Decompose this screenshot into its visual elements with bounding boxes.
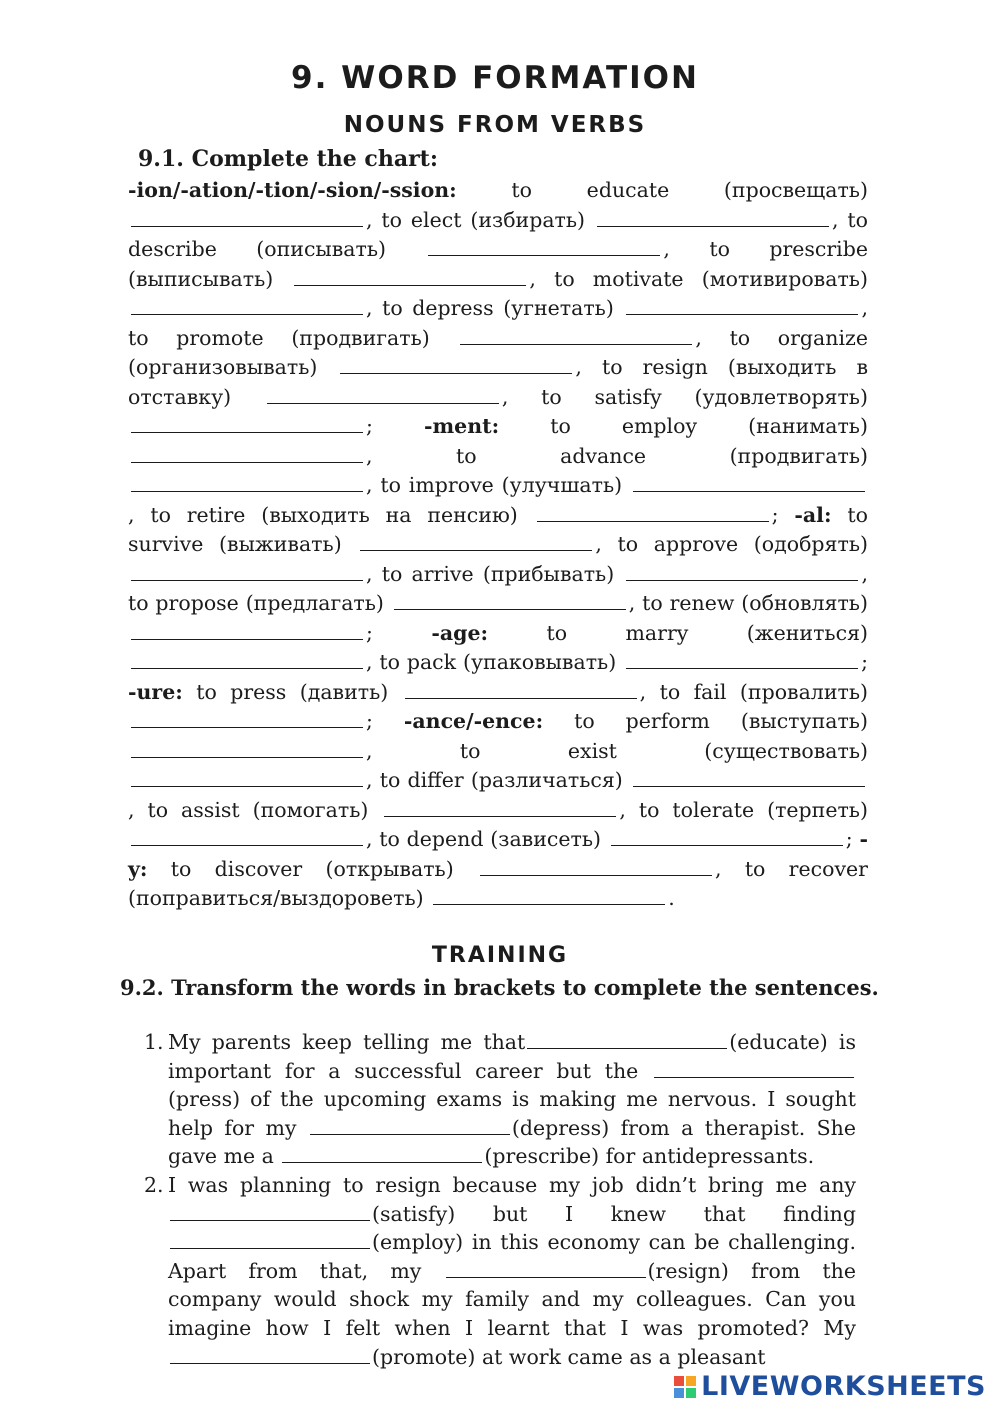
verb: to prescribe	[709, 237, 868, 261]
worksheet-page	[112, 46, 878, 926]
verb-translation: (одобрять)	[753, 532, 868, 556]
suffix-label: -ion/-ation/-tion/-sion/-ssion:	[128, 178, 457, 202]
verb-translation: (выписывать)	[128, 266, 274, 291]
exercise-2-title: 9.2. Transform the words in brackets to complete the sentences.	[120, 975, 879, 1000]
verb: to fail	[659, 679, 727, 704]
verb-translation: (упаковывать)	[462, 650, 617, 674]
verb-translation: (открывать)	[325, 856, 454, 881]
watermark-text: LIVEWORKSHEETS	[701, 1371, 986, 1402]
sentence-text	[168, 1171, 856, 1371]
verb-translation: (описывать)	[256, 237, 387, 261]
verb-translation: (угнетать)	[503, 296, 614, 320]
sentence-fragment: from a therapist. She gave me a	[168, 1115, 856, 1169]
verb: to educate	[511, 178, 670, 202]
verb-translation: (различаться)	[470, 768, 623, 792]
answer-blank[interactable]	[131, 650, 363, 669]
verb: to renew	[642, 591, 735, 615]
answer-blank[interactable]	[131, 768, 363, 787]
verb-translation: (поправиться/выздороветь)	[128, 886, 424, 910]
bracket-hint: (employ)	[372, 1230, 464, 1255]
answer-blank[interactable]	[626, 296, 858, 315]
verb-translation: (выходить на пенсию)	[261, 502, 518, 527]
verb: to describe	[128, 207, 868, 261]
bracket-hint: (press)	[168, 1087, 241, 1112]
answer-blank[interactable]	[170, 1202, 370, 1221]
sentence-fragment: is important for a successful career but the	[168, 1030, 856, 1083]
answer-blank[interactable]	[340, 355, 572, 374]
answer-blank[interactable]	[131, 621, 363, 640]
suffix-label: -ance/-ence:	[403, 709, 544, 733]
answer-blank[interactable]	[537, 503, 769, 522]
verb: to resign	[601, 355, 708, 379]
suffix-label: -ure:	[128, 679, 183, 704]
verb: to elect	[381, 207, 462, 232]
answer-blank[interactable]	[360, 532, 592, 551]
verb: to discover	[170, 856, 303, 881]
verb-translation: (избирать)	[470, 207, 586, 232]
liveworksheets-watermark	[674, 1371, 986, 1402]
answer-blank[interactable]	[405, 680, 637, 699]
verb: to advance	[456, 443, 647, 468]
verb-translation: (зависеть)	[490, 827, 601, 851]
sentence-fragment: My parents keep telling me that	[168, 1030, 526, 1054]
verb-translation: (просвещать)	[723, 178, 868, 202]
answer-blank[interactable]	[131, 296, 363, 315]
verb: to perform	[574, 709, 710, 733]
verb-translation: (существовать)	[704, 738, 868, 763]
answer-blank[interactable]	[294, 267, 526, 286]
verb-translation: (удовлетворять)	[694, 384, 868, 409]
suffix-label: -al:	[794, 502, 832, 527]
verb: to propose	[128, 591, 239, 615]
verb-translation: (мотивировать)	[701, 266, 868, 291]
verb: to assist	[147, 797, 240, 822]
answer-blank[interactable]	[633, 768, 865, 787]
logo-square	[686, 1376, 696, 1386]
verb-translation: (продвигать)	[291, 325, 430, 350]
verb: to improve	[380, 473, 494, 497]
verb: to pack	[379, 650, 457, 674]
answer-blank[interactable]	[428, 237, 660, 256]
verb: to organize	[729, 325, 868, 350]
verb: to recover	[744, 856, 868, 881]
sentence-fragment: of the upcoming exams is making me nervous. I sought help for my	[168, 1087, 856, 1140]
answer-blank[interactable]	[131, 739, 363, 758]
page-subtitle: NOUNS FROM VERBS	[343, 112, 647, 138]
bracket-hint: (educate)	[729, 1030, 828, 1054]
answer-blank[interactable]	[282, 1144, 482, 1163]
logo-square	[674, 1388, 684, 1398]
logo-square	[686, 1388, 696, 1398]
answer-blank[interactable]	[131, 208, 363, 227]
verb-translation: (улучшать)	[501, 473, 623, 497]
verb-translation: (продвигать)	[729, 443, 868, 468]
verb-translation: (прибывать)	[482, 561, 615, 586]
answer-blank[interactable]	[633, 473, 865, 492]
bracket-hint: (promote)	[372, 1344, 476, 1369]
answer-blank[interactable]	[626, 562, 858, 581]
bracket-hint: (resign)	[647, 1258, 729, 1283]
verb-translation: (выходить в отставку)	[128, 355, 868, 409]
verb: to press	[196, 679, 287, 704]
sentence-fragment: I was planning to resign because my job didn’t bring me any	[168, 1172, 856, 1197]
sentence-fragment: in this economy can be challenging. Apart from that, my	[168, 1230, 856, 1283]
verb: to employ	[550, 414, 698, 438]
exercise-1-title: 9.1. Complete the chart:	[138, 146, 438, 172]
answer-blank[interactable]	[480, 857, 712, 876]
verb: to differ	[379, 768, 464, 792]
answer-blank[interactable]	[131, 444, 363, 463]
logo-square	[674, 1376, 684, 1386]
verb: to exist	[459, 738, 617, 763]
answer-blank[interactable]	[310, 1116, 510, 1135]
suffix-label: -ment:	[423, 414, 500, 438]
sentence-number: 1.	[144, 1030, 164, 1054]
training-heading: TRAINING	[431, 943, 569, 968]
answer-blank[interactable]	[131, 414, 363, 433]
answer-blank[interactable]	[131, 709, 363, 728]
verb-translation: (терпеть)	[767, 797, 868, 822]
sentence-fragment: for antidepressants.	[599, 1144, 815, 1169]
sentence-number: 2.	[144, 1172, 164, 1197]
verb: to promote	[128, 325, 264, 350]
verb-translation: (нанимать)	[748, 414, 868, 438]
verb-translation: (помогать)	[252, 797, 369, 822]
verb-translation: (выступать)	[740, 709, 868, 733]
word-formation-chart: -ion/-ation/-tion/-sion/-ssion: to educate (просвещать) , to elect (избирать) , to describe (описывать) , to prescribe (выписывать) , to motivate (мотивировать) , to depress (угнетать) , to promote (продвигать) , to organize (организовывать) , to resign (выходить в отставку) , to satisfy (удовлетворять) ; -ment: to employ (нанимать) , to advance (продвигать) , to improve (улучшать) , to retire (выходить на пенсию) ; -al: to survive (выживать) , to approve (одобрять) , to arrive (прибывать) , to propose (предлагать) , to renew (обновлять) ; -age: to marry (жениться) , to pack (упаковывать) ; -ure: to press (давить) , to fail (провалить) ; -ance/-ence: to perform (выступать) , to exist (существовать) , to differ (различаться) , to assist (помогать) , to tolerate (терпеть) , to depend (зависеть) ; -y: to discover (открывать) , to recover (поправиться/выздороветь) .	[128, 178, 868, 910]
answer-blank[interactable]	[654, 1059, 854, 1078]
answer-blank[interactable]	[131, 473, 363, 492]
verb-translation: (предлагать)	[245, 591, 384, 615]
answer-blank[interactable]	[394, 591, 626, 610]
answer-blank[interactable]	[527, 1030, 727, 1049]
verb-translation: (обновлять)	[741, 591, 868, 615]
verb-translation: (выживать)	[219, 532, 342, 556]
page-title: 9. WORD FORMATION	[291, 60, 699, 96]
answer-blank[interactable]	[460, 326, 692, 345]
verb-translation: (организовывать)	[128, 355, 318, 379]
sentence-text	[168, 1028, 856, 1171]
answer-blank[interactable]	[626, 650, 858, 669]
verb: to motivate	[554, 266, 684, 291]
verb-translation: (давить)	[299, 679, 389, 704]
sentence-fragment: at work came as a pleasant	[475, 1344, 766, 1369]
verb-translation: (провалить)	[739, 679, 868, 704]
answer-blank[interactable]	[170, 1230, 370, 1249]
sentence	[144, 1171, 856, 1371]
verb: to survive	[128, 502, 868, 556]
verb: to approve	[617, 532, 739, 556]
answer-blank[interactable]	[446, 1259, 646, 1278]
verb: to arrive	[381, 561, 474, 586]
suffix-label: -y:	[128, 827, 868, 881]
sentence	[144, 1028, 856, 1171]
verb: to retire	[150, 502, 246, 527]
verb: to depend	[379, 827, 484, 851]
answer-blank[interactable]	[433, 886, 665, 905]
answer-blank[interactable]	[597, 208, 829, 227]
verb: to depress	[382, 296, 494, 320]
liveworksheets-logo-icon	[674, 1376, 696, 1398]
suffix-label: -age:	[431, 620, 489, 645]
bracket-hint: (prescribe)	[484, 1144, 600, 1169]
answer-blank[interactable]	[131, 827, 363, 846]
verb: to satisfy	[541, 384, 662, 409]
exercise-2-sentences	[144, 1028, 856, 1371]
bracket-hint: (depress)	[511, 1115, 610, 1140]
answer-blank[interactable]	[131, 562, 363, 581]
sentence-fragment: but I knew that finding	[455, 1201, 856, 1226]
sentence-fragment: from the company would shock my family and my colleagues. Can you imagine how I felt when I learnt that I was promoted? My	[168, 1258, 857, 1340]
answer-blank[interactable]	[267, 385, 499, 404]
verb: to tolerate	[638, 797, 755, 822]
answer-blank[interactable]	[170, 1345, 370, 1364]
bracket-hint: (satisfy)	[372, 1201, 456, 1226]
answer-blank[interactable]	[384, 798, 616, 817]
verb-translation: (жениться)	[746, 620, 868, 645]
verb: to marry	[546, 620, 689, 645]
answer-blank[interactable]	[611, 827, 843, 846]
